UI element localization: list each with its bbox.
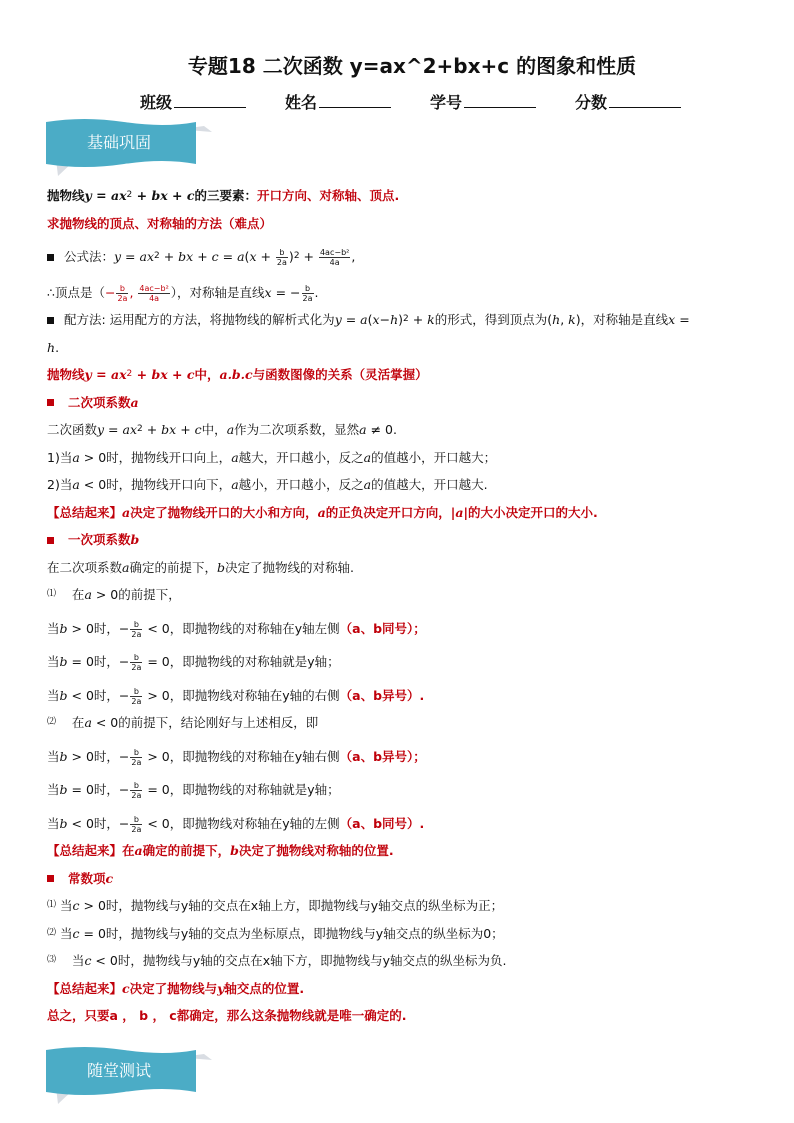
line-c-negative: ⑶ 当c < 0时，抛物线与y轴的交点在x轴下方，即抛物线与y轴交点的纵坐标为负.: [47, 953, 507, 968]
final-conclusion: 总之，只要a ， b ， c都确定，那么这条抛物线就是唯一确定的.: [47, 1008, 407, 1023]
line-case1-b-neg: 当b < 0时，− $\frac{b}{2a}$ > 0，即抛物线对称轴在y轴的右侧（a、b异号）.: [47, 686, 425, 706]
page-title: 专题18 二次函数 y=ax^2+bx+c 的图象和性质: [187, 54, 637, 78]
line-case2: ⑵ 在a < 0的前提下，结论刚好与上述相反，即: [47, 715, 319, 730]
section-b: 一次项系数b: [47, 526, 752, 554]
line-case2-b-neg: 当b < 0时，− $\frac{b}{2a}$ < 0，即抛物线对称轴在y轴的左侧（a、b同号）.: [47, 814, 425, 834]
line-case2-b-pos: 当b > 0时，− $\frac{b}{2a}$ > 0，即抛物线的对称轴在y轴右侧（a、b异号）；: [47, 747, 426, 767]
class-field: 班级: [140, 90, 246, 113]
line-formula-method: 公式法：$y = ax^2$ + bx + c = a(x + $\frac{b}{2a}$ )$^2$ + $\frac{\text{4ac−b²}}{4a}$ ,: [47, 243, 752, 271]
line-case1-b-pos: 当b > 0时，− $\frac{b}{2a}$ < 0，即抛物线的对称轴在y轴左侧（a、b同号）；: [47, 619, 426, 639]
line-c-positive: ⑴ 当c > 0时，抛物线与y轴的交点在x轴上方，即抛物线与y轴交点的纵坐标为正；: [47, 898, 504, 913]
line-completing-square: 配方法: 运用配方的方法，将抛物线的解析式化为$y = a(x-h)^2 + k$的形式，得到顶点为(h, k)，对称轴是直线x =: [47, 306, 752, 334]
line-case1-b-zero: 当b = 0时，− $\frac{b}{2a}$ = 0，即抛物线的对称轴就是y轴；: [47, 653, 340, 672]
line-b-intro: 在二次项系数a确定的前提下，b决定了抛物线的对称轴.: [47, 559, 354, 575]
bullet-red-square-icon: [47, 399, 54, 406]
class-blank: [174, 91, 246, 108]
line-methods-heading: 求抛物线的顶点、对称轴的方法（难点）: [47, 215, 273, 231]
line-three-elements: 抛物线$y = ax^2$ + bx + c的三要素：开口方向、对称轴、顶点.: [47, 188, 400, 203]
name-field: 姓名: [285, 90, 391, 113]
banner-basic: [44, 118, 219, 176]
score-field: 分数: [575, 90, 681, 113]
banner-test: [44, 1046, 219, 1104]
notes-content: [47, 182, 752, 1030]
banner-basic-label: 基础巩固: [86, 133, 151, 152]
summary-c: 【总结起来】c决定了抛物线与y轴交点的位置.: [47, 980, 305, 996]
bullet-red-square-icon: [47, 537, 54, 544]
summary-b: 【总结起来】在a确定的前提下，b决定了抛物线对称轴的位置.: [47, 843, 394, 858]
line-c-zero: ⑵ 当c = 0时，抛物线与y轴的交点为坐标原点，即抛物线与y轴交点的纵坐标为0；: [47, 925, 504, 941]
banner-test-label: 随堂测试: [86, 1061, 151, 1080]
name-blank: [319, 91, 391, 108]
bullet-red-square-icon: [47, 875, 54, 882]
line-h: h.: [47, 339, 60, 355]
line-case2-b-zero: 当b = 0时，− $\frac{b}{2a}$ = 0，即抛物线的对称轴就是y轴；: [47, 781, 340, 800]
line-a-negative: 2)当a < 0时，抛物线开口向下，a越小，开口越小，反之a的值越大，开口越大.: [47, 477, 488, 492]
summary-a: 【总结起来】a决定了抛物线开口的大小和方向，a的正负决定开口方向，|a|的大小决定开口的大小.: [47, 504, 598, 520]
bullet-square-icon: [47, 254, 54, 261]
id-field: 学号: [430, 90, 536, 113]
line-a-intro: 二次函数$y = ax^2$ + bx + c中，a作为二次项系数，显然a ≠ 0.: [47, 422, 397, 437]
line-case1: ⑴ 在a > 0的前提下，: [47, 587, 181, 602]
id-blank: [464, 91, 536, 108]
line-abc-relation: 抛物线$y = ax^2$ + bx + c中，a.b.c与函数图像的关系（灵活掌握）: [47, 367, 428, 382]
score-blank: [609, 91, 681, 108]
section-c: 常数项c: [47, 865, 752, 893]
bullet-square-icon: [47, 317, 54, 324]
line-a-positive: 1)当a > 0时，抛物线开口向上，a越大，开口越小，反之a的值越小，开口越大；: [47, 449, 497, 465]
line-vertex: ∴顶点是（− $\frac{b}{2a}$ , $\frac{\text{4ac−b²}}{4a}$ ），对称轴是直线x = − $\frac{b}{2a}$ .: [47, 283, 319, 303]
section-a: 二次项系数a: [47, 389, 752, 417]
